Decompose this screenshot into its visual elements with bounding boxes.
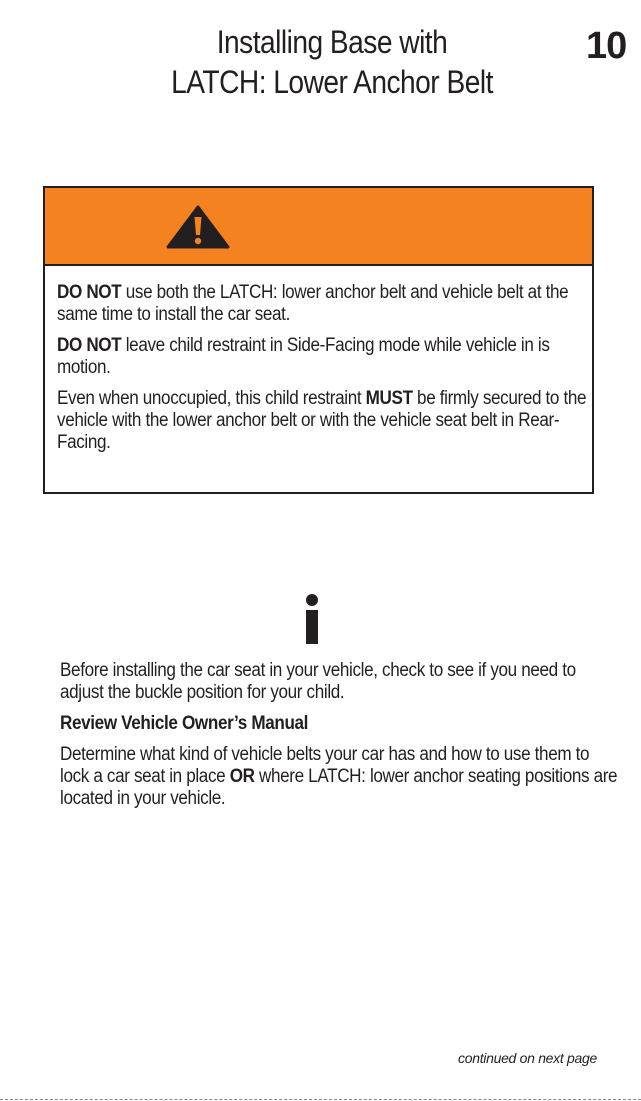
warning-triangle-icon (166, 205, 230, 249)
bottom-divider (0, 1099, 641, 1100)
page-title-line-2: LATCH: Lower Anchor Belt (171, 64, 493, 100)
warning-header (45, 188, 592, 266)
info-paragraph-2-pre: Determine what kind of vehicle belts your car has and how to use them to lock a car seat in place (60, 744, 590, 787)
info-paragraph-2-emph: OR (229, 766, 255, 787)
continued-note: continued on next page (458, 1050, 597, 1066)
warning-item-2-lead: DO NOT (57, 335, 122, 356)
warning-item-3-pre: Even when unoccupied, this child restraint (57, 388, 366, 409)
warning-item-2 (57, 335, 588, 379)
warning-item-3 (57, 388, 588, 454)
info-paragraph-2-post: where LATCH: lower anchor seating positions are located in your vehicle. (60, 766, 618, 809)
warning-item-1 (57, 282, 588, 326)
info-section (60, 660, 620, 819)
info-icon (303, 593, 321, 645)
warning-item-1-text: use both the LATCH: lower anchor belt and vehicle belt at the same time to install the car seat. (57, 282, 569, 325)
warning-body (45, 266, 592, 454)
info-paragraph-2 (60, 744, 620, 810)
info-paragraph-1: Before installing the car seat in your vehicle, check to see if you need to adjust the buckle position for your child. (60, 660, 576, 703)
page-title (145, 22, 518, 102)
page-number: 10 (586, 25, 627, 67)
warning-item-3-post: be firmly secured to the vehicle with the lower anchor belt or with the vehicle seat belt in Rear-Facing. (57, 388, 587, 453)
page-title-line-1: Installing Base with (216, 24, 448, 60)
info-heading: Review Vehicle Owner’s Manual (60, 713, 309, 734)
warning-box (43, 186, 594, 494)
warning-item-3-emph: MUST (365, 388, 413, 409)
warning-item-2-text: leave child restraint in Side-Facing mode while vehicle in is motion. (57, 335, 550, 378)
warning-item-1-lead: DO NOT (57, 282, 122, 303)
